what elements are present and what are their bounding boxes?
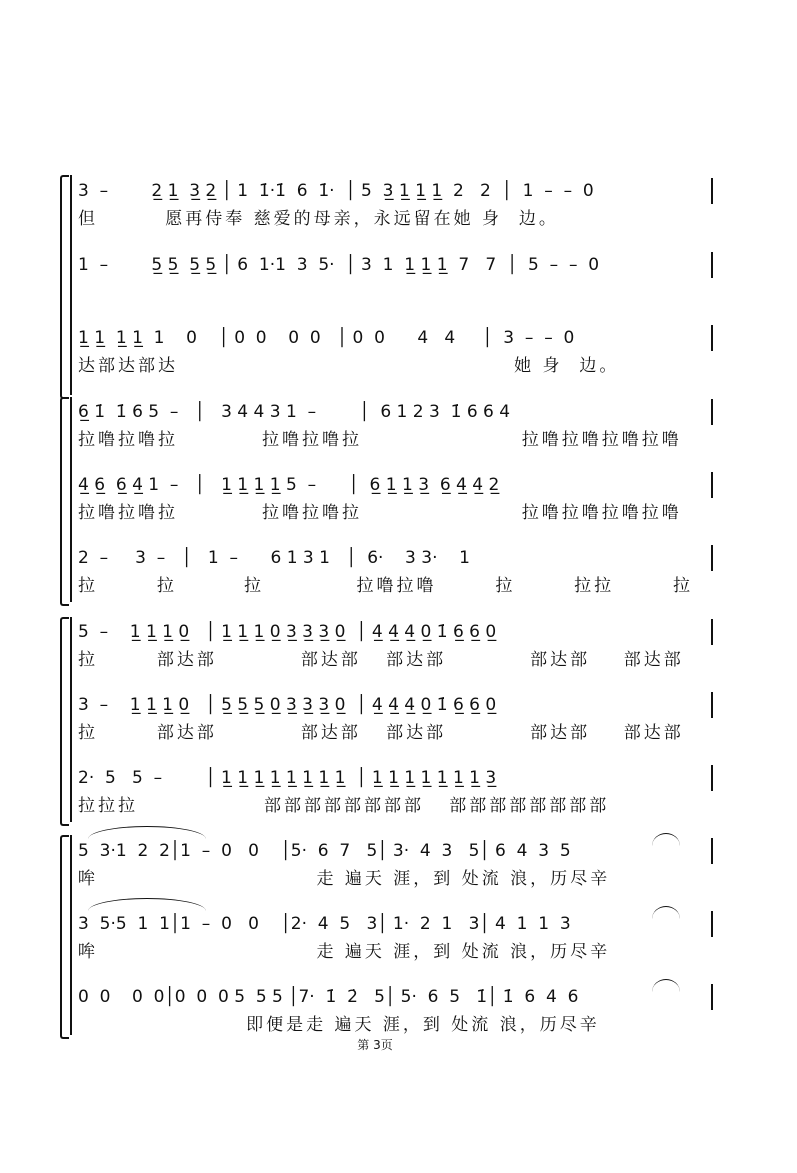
system-4-voice-3-end-barline (711, 984, 713, 1010)
system-1-voice-3-lyrics: 达部达部达 她 身 边。 (78, 356, 620, 376)
system-1-voice-2-end-barline (711, 252, 713, 278)
system-3-voice-3-lyrics: 拉拉拉 部部部部部部部部 部部部部部部部部 (78, 796, 610, 816)
system-3-voice-2-lyrics: 拉 部达部 部达部 部达部 部达部 部达部 (78, 723, 684, 743)
system-2-brace (60, 397, 69, 606)
system-1-voice-1-lyrics: 但 愿再侍奉 慈爱的母亲，永远留在她 身 边。 (78, 209, 559, 229)
system-3-voice-2-end-barline (711, 692, 713, 718)
system-2-voice-2-lyrics: 拉噜拉噜拉 拉噜拉噜拉 拉噜拉噜拉噜拉噜 (78, 503, 682, 523)
page-number: 第 3页 (357, 1038, 393, 1052)
system-2-voice-1-notes: 6̲ 1̇ 1̇ 6 5 – │ 3 4 4 3 1 – │ 6 1 2 3 1̇ 6 6 4 (78, 402, 511, 422)
system-2-barline (70, 397, 72, 602)
system-4-voice-1-notes: 5 3·1 2 2│1 – 0 0 │5· 6 7 5│ 3· 4 3 5│ 6 4 3 5 (78, 841, 571, 861)
system-3-barline (70, 617, 72, 822)
system-2-voice-3-lyrics: 拉 拉 拉 拉噜拉噜 拉 拉拉 拉 (78, 576, 693, 596)
system-1-voice-1-notes: 3 – 2̲ 1̲ 3̲ 2̲ │ 1 1̇·1̇ 6 1̇· │ 5 3̲ 1̲ 1̲ 1̲ 2 2 │ 1 – – 0 (78, 181, 594, 201)
system-3-voice-1-notes: 5 – 1̲ 1̲ 1̲ 0̲ │ 1̲ 1̲ 1̲ 0̲ 3̲ 3̲ 3̲ 0̲ │ 4̲ 4̲ 4̲ 0̲ 1̇ 6̲ 6̲ 0̲ (78, 622, 497, 642)
system-3-voice-3-end-barline (711, 765, 713, 791)
system-1-voice-1-end-barline (711, 178, 713, 204)
system-4-voice-3-lyrics: 即便是走 遍天 涯，到 处流 浪，历尽辛 (78, 1015, 600, 1035)
system-2-voice-1-end-barline (711, 399, 713, 425)
system-3-voice-1-end-barline (711, 619, 713, 645)
system-4-barline (70, 835, 72, 1035)
system-2-voice-2-end-barline (711, 472, 713, 498)
system-1-barline (70, 175, 72, 395)
system-1-voice-3-end-barline (711, 325, 713, 351)
system-2-voice-3-end-barline (711, 545, 713, 571)
system-4-voice-2-notes: 3 5·5 1 1│1 – 0 0 │2· 4 5 3│ 1· 2 1 3│ 4 1 1 3 (78, 914, 571, 934)
system-3-brace (60, 617, 69, 826)
system-4-voice-1-end-barline (711, 838, 713, 864)
system-3-voice-3-notes: 2· 5 5 – │ 1̲ 1̲ 1̲ 1̲ 1̲ 1̲ 1̲ 1̲ │ 1̲ 1̲ 1̲ 1̲ 1̲ 1̲ 1̲ 3̲ (78, 768, 497, 788)
system-2-voice-3-notes: 2 – 3 – │ 1 – 6 1 3 1 │ 6· 3 3· 1 (78, 548, 470, 568)
system-4-voice-2-end-barline (711, 911, 713, 937)
system-1-voice-2-notes: 1 – 5̲ 5̲ 5̲ 5̲ │ 6 1·1 3 5· │ 3 1 1̲ 1̲ 1̲ 7 7 │ 5 – – 0 (78, 255, 600, 275)
system-1-brace (60, 175, 69, 399)
system-4-brace (60, 835, 69, 1039)
system-4-voice-3-notes: 0 0 0 0│0 0 0 5 5 5 │7· 1̇ 2̇ 5│ 5· 6 5 1̇│ 1̇ 6 4 6 (78, 987, 579, 1007)
system-1-voice-3-notes: 1̲ 1̲ 1̲ 1̲ 1 0 │ 0 0 0 0 │ 0 0 4 4 │ 3 – – 0 (78, 328, 575, 348)
system-4-voice-2-slur (88, 898, 206, 911)
system-3-voice-2-notes: 3 – 1̲ 1̲ 1̲ 0̲ │ 5̲ 5̲ 5̲ 0̲ 3̲ 3̲ 3̲ 0̲ │ 4̲ 4̲ 4̲ 0̲ 1̇ 6̲ 6̲ 0̲ (78, 695, 497, 715)
system-2-voice-2-notes: 4̲ 6̲ 6̲ 4̲ 1 – │ 1̲ 1̲ 1̲ 1̲ 5 – │ 6̲ 1̲ 1̲ 3̲ 6̲ 4̲ 4̲ 2̲ (78, 475, 500, 495)
system-2-voice-1-lyrics: 拉噜拉噜拉 拉噜拉噜拉 拉噜拉噜拉噜拉噜 (78, 430, 682, 450)
system-3-voice-1-lyrics: 拉 部达部 部达部 部达部 部达部 部达部 (78, 650, 684, 670)
system-4-voice-2-lyrics: 哞 走 遍天 涯，到 处流 浪，历尽辛 (78, 942, 611, 962)
system-4-voice-1-lyrics: 哞 走 遍天 涯，到 处流 浪，历尽辛 (78, 869, 611, 889)
